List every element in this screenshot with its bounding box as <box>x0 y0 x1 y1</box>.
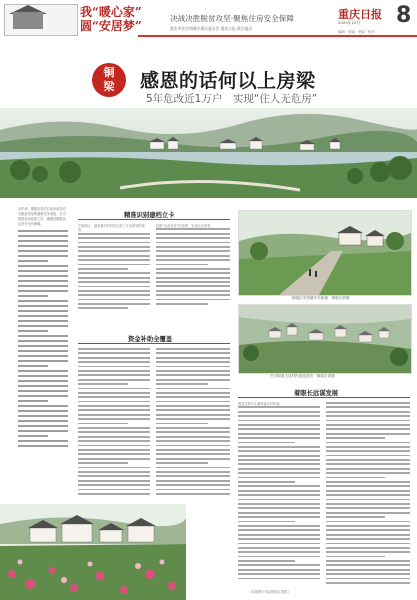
text-line <box>326 512 410 514</box>
text-line <box>156 484 230 486</box>
text-line <box>156 264 208 266</box>
text-line <box>18 245 68 247</box>
text-line <box>78 440 150 442</box>
text-line <box>156 453 230 455</box>
text-line <box>238 490 320 492</box>
text-line <box>156 379 230 381</box>
text-line <box>18 355 68 357</box>
text-line <box>156 409 230 411</box>
text-line <box>156 290 230 292</box>
text-line <box>18 330 48 332</box>
text-line <box>156 449 230 451</box>
text-line <box>18 360 68 362</box>
photo-caption-1: 铜梁区安居镇乡村新貌 铜梁区供图 <box>292 296 350 300</box>
paper-title: 重庆日报 <box>338 8 382 21</box>
paragraph: 改造过程中注重保留乡村风貌。 <box>238 402 283 406</box>
text-line <box>78 303 150 305</box>
text-line <box>238 415 320 417</box>
paragraph: 按照“应改尽改”的原则，实现动态清零。 <box>156 224 214 228</box>
text-line <box>238 424 320 426</box>
district-seal <box>92 63 126 97</box>
text-line <box>156 374 230 376</box>
text-line <box>238 534 320 536</box>
text-line <box>156 489 230 491</box>
text-line <box>156 281 230 283</box>
slogan: 决战决胜脱贫攻坚·聚焦住房安全保障 <box>170 14 294 23</box>
text-line <box>18 320 68 322</box>
text-line <box>78 255 150 257</box>
text-line <box>326 424 410 426</box>
text-line <box>238 560 295 562</box>
text-line <box>18 435 48 437</box>
text-line <box>78 290 150 292</box>
photo-flowers-village <box>0 504 186 600</box>
text-line <box>326 485 410 487</box>
text-line <box>18 365 48 367</box>
text-line <box>156 242 230 244</box>
text-line <box>78 281 150 283</box>
text-line <box>156 480 230 482</box>
text-line <box>156 357 230 359</box>
text-line <box>326 543 410 545</box>
text-line <box>326 450 410 452</box>
text-line <box>18 305 68 307</box>
section-heading-1: 精准识别建档立卡 <box>124 212 175 219</box>
text-line <box>156 228 230 230</box>
text-line <box>156 285 230 287</box>
seal-line-2: 梁 <box>103 80 115 93</box>
text-line <box>156 405 230 407</box>
text-line <box>238 556 320 558</box>
sub-slogan: 重庆市住房和城乡建设委员会 重庆日报 联合推出 <box>170 26 253 31</box>
text-line <box>18 340 68 342</box>
text-line <box>326 503 410 505</box>
text-line <box>238 521 295 523</box>
text-line <box>238 525 320 527</box>
text-line <box>326 521 410 523</box>
text-line <box>78 462 128 464</box>
text-line <box>326 442 410 444</box>
photo-aerial-village <box>238 304 412 374</box>
text-line <box>18 385 68 387</box>
text-line <box>18 310 68 312</box>
text-line <box>326 415 410 417</box>
text-line <box>156 268 230 270</box>
text-line <box>156 458 230 460</box>
text-line <box>326 578 410 580</box>
text-line <box>78 307 128 309</box>
section-rule-2 <box>78 343 230 344</box>
text-line <box>78 277 150 279</box>
text-line <box>238 472 320 474</box>
text-line <box>78 383 128 385</box>
text-line <box>156 299 230 301</box>
text-line <box>238 516 320 518</box>
text-line <box>18 350 68 352</box>
text-line <box>78 268 128 270</box>
text-line <box>156 423 208 425</box>
text-line <box>78 484 150 486</box>
text-line <box>238 551 320 553</box>
text-line <box>78 366 150 368</box>
text-line <box>78 299 150 301</box>
text-line <box>78 423 128 425</box>
text-line <box>238 499 320 501</box>
text-line <box>326 551 410 553</box>
text-line <box>18 295 48 297</box>
text-line <box>78 259 150 261</box>
text-line <box>326 564 410 566</box>
text-line <box>78 392 150 394</box>
text-line <box>156 388 230 390</box>
text-line <box>18 375 68 377</box>
text-line <box>326 411 410 413</box>
text-line <box>18 345 68 347</box>
text-line <box>326 459 410 461</box>
section-rule-3 <box>238 397 410 398</box>
text-line <box>78 396 150 398</box>
text-line <box>156 401 230 403</box>
text-line <box>156 237 230 239</box>
subheadline: 5年危改近1万户 实现“住人无危房” <box>146 93 318 105</box>
text-line <box>326 529 410 531</box>
section-heading-2: 资金补助全覆盖 <box>128 336 173 343</box>
text-line <box>326 402 410 404</box>
text-line <box>238 446 320 448</box>
text-line <box>78 352 150 354</box>
brand-line-2: 圆“安居梦” <box>80 19 142 33</box>
editors-line: 编辑 · 责编 · 美编 · 校对 <box>338 30 375 34</box>
text-line <box>18 270 68 272</box>
section-heading-3: 着眼长远谋发展 <box>294 390 339 397</box>
text-column-1a <box>78 224 150 324</box>
text-line <box>156 427 230 429</box>
text-line <box>78 409 150 411</box>
text-line <box>78 242 150 244</box>
page-number: 8 <box>396 3 412 28</box>
text-line <box>78 493 150 495</box>
text-line <box>78 427 150 429</box>
intro-text: 近年来，铜梁区将农村危房改造作为脱贫攻坚的重要任务来抓，全力推进危房改造工作，确保贫困群众住房安全有保障。 <box>18 207 66 227</box>
paragraph: 在铜梁区，越来越多的村民住进了安全舒适的新房。 <box>78 224 145 233</box>
text-line <box>78 453 150 455</box>
text-line <box>238 569 320 571</box>
text-line <box>78 286 150 288</box>
text-line <box>18 250 68 252</box>
text-line <box>156 277 230 279</box>
text-line <box>238 433 320 435</box>
text-line <box>156 445 230 447</box>
text-line <box>326 534 410 536</box>
text-line <box>18 230 68 232</box>
text-line <box>156 352 230 354</box>
text-line <box>18 370 68 372</box>
text-line <box>18 380 68 382</box>
text-line <box>78 379 150 381</box>
text-line <box>238 481 295 483</box>
text-column-2a <box>78 348 150 500</box>
text-line <box>18 335 68 337</box>
text-line <box>78 480 150 482</box>
text-line <box>156 272 230 274</box>
text-line <box>156 475 230 477</box>
text-line <box>238 468 320 470</box>
text-line <box>18 280 68 282</box>
text-line <box>326 569 410 571</box>
text-line <box>326 494 410 496</box>
text-line <box>78 471 150 473</box>
text-line <box>18 260 48 262</box>
text-line <box>18 255 68 257</box>
text-line <box>18 325 68 327</box>
text-line <box>326 428 410 430</box>
text-line <box>156 493 230 495</box>
text-line <box>78 388 150 390</box>
text-line <box>78 233 150 235</box>
logo <box>4 4 78 36</box>
text-line <box>326 468 410 470</box>
text-line <box>156 370 230 372</box>
text-line <box>156 467 230 469</box>
text-line <box>78 237 150 239</box>
text-line <box>78 436 150 438</box>
text-line <box>326 446 410 448</box>
text-line <box>238 485 320 487</box>
text-column-2b <box>156 348 230 500</box>
text-line <box>238 507 320 509</box>
text-line <box>326 525 410 527</box>
paper-date: 2020年10月 <box>338 20 361 25</box>
text-line <box>326 556 385 558</box>
text-line <box>18 240 68 242</box>
section-rule-1 <box>78 219 230 220</box>
text-line <box>156 366 230 368</box>
text-line <box>78 458 150 460</box>
text-line <box>78 431 150 433</box>
text-line <box>326 406 410 408</box>
text-line <box>18 405 68 407</box>
text-line <box>18 390 68 392</box>
text-line <box>238 564 320 566</box>
text-line <box>78 475 150 477</box>
text-line <box>238 494 320 496</box>
text-line <box>156 348 230 350</box>
text-line <box>326 538 410 540</box>
text-line <box>78 264 150 266</box>
text-line <box>78 445 150 447</box>
photo-village-road <box>238 210 412 296</box>
text-line <box>18 315 68 317</box>
text-line <box>156 259 230 261</box>
text-line <box>326 472 410 474</box>
text-line <box>18 415 68 417</box>
text-line <box>156 233 230 235</box>
text-line <box>78 246 150 248</box>
text-line <box>18 420 68 422</box>
text-line <box>78 414 150 416</box>
text-line <box>78 467 150 469</box>
text-line <box>326 420 410 422</box>
text-line <box>156 440 230 442</box>
footer-credit: （本版图片均由铜梁区提供） <box>248 590 291 594</box>
text-line <box>156 294 230 296</box>
text-line <box>78 294 150 296</box>
text-line <box>326 490 410 492</box>
photo-caption-2: 巴川街道玉皇村民居改造后 铜梁区供图 <box>270 374 335 378</box>
text-line <box>78 449 150 451</box>
text-line <box>326 560 410 562</box>
text-line <box>18 430 68 432</box>
text-line <box>326 547 410 549</box>
text-line <box>18 445 68 447</box>
text-line <box>18 300 68 302</box>
text-line <box>18 275 68 277</box>
text-line <box>78 401 150 403</box>
text-line <box>326 573 410 575</box>
text-line <box>18 265 68 267</box>
text-line <box>326 477 385 479</box>
text-line <box>238 512 320 514</box>
text-line <box>326 507 410 509</box>
text-line <box>238 459 320 461</box>
masthead <box>0 0 417 38</box>
text-line <box>238 547 320 549</box>
text-line <box>156 392 230 394</box>
text-line <box>238 420 320 422</box>
text-line <box>156 361 230 363</box>
text-line <box>78 357 150 359</box>
text-line <box>18 285 68 287</box>
text-line <box>156 414 230 416</box>
text-line <box>156 246 230 248</box>
text-line <box>238 406 320 408</box>
text-line <box>326 455 410 457</box>
text-line <box>238 573 320 575</box>
text-line <box>326 463 410 465</box>
text-line <box>156 418 230 420</box>
headline: 感恩的话何以上房梁 <box>140 70 316 92</box>
brand-line-1: 我“暖心家” <box>80 5 142 19</box>
text-line <box>156 396 230 398</box>
text-line <box>156 436 230 438</box>
text-line <box>326 499 410 501</box>
text-line <box>78 348 150 350</box>
left-intro-column <box>18 204 68 512</box>
text-line <box>238 477 320 479</box>
text-line <box>156 462 208 464</box>
text-line <box>78 250 150 252</box>
text-line <box>156 471 230 473</box>
text-line <box>78 374 150 376</box>
text-line <box>238 450 320 452</box>
text-line <box>238 543 320 545</box>
seal-line-1: 铜 <box>103 66 115 79</box>
text-line <box>18 235 68 237</box>
text-line <box>156 431 230 433</box>
text-line <box>78 370 150 372</box>
text-line <box>78 489 150 491</box>
text-line <box>326 516 385 518</box>
text-line <box>78 405 150 407</box>
text-column-1b <box>156 224 230 324</box>
text-line <box>238 411 320 413</box>
text-line <box>238 529 320 531</box>
text-line <box>18 400 48 402</box>
text-line <box>326 433 410 435</box>
text-line <box>238 578 320 580</box>
text-line <box>18 290 68 292</box>
text-line <box>18 440 68 442</box>
text-line <box>18 425 68 427</box>
text-line <box>78 418 150 420</box>
text-line <box>238 503 320 505</box>
text-line <box>78 272 150 274</box>
text-line <box>238 463 320 465</box>
masthead-rule <box>138 35 417 37</box>
house-icon-body <box>13 12 43 29</box>
text-line <box>156 303 208 305</box>
text-line <box>238 442 295 444</box>
text-line <box>326 437 385 439</box>
text-line <box>326 481 410 483</box>
text-line <box>78 361 150 363</box>
text-column-3b <box>326 402 410 586</box>
text-line <box>238 455 320 457</box>
text-line <box>326 582 410 584</box>
text-line <box>156 250 230 252</box>
text-line <box>156 255 230 257</box>
text-line <box>156 383 208 385</box>
text-line <box>238 538 320 540</box>
text-column-3a <box>238 402 320 586</box>
hero-landscape-photo <box>0 108 417 198</box>
text-line <box>18 410 68 412</box>
text-line <box>18 395 68 397</box>
text-line <box>238 428 320 430</box>
text-line <box>238 437 320 439</box>
